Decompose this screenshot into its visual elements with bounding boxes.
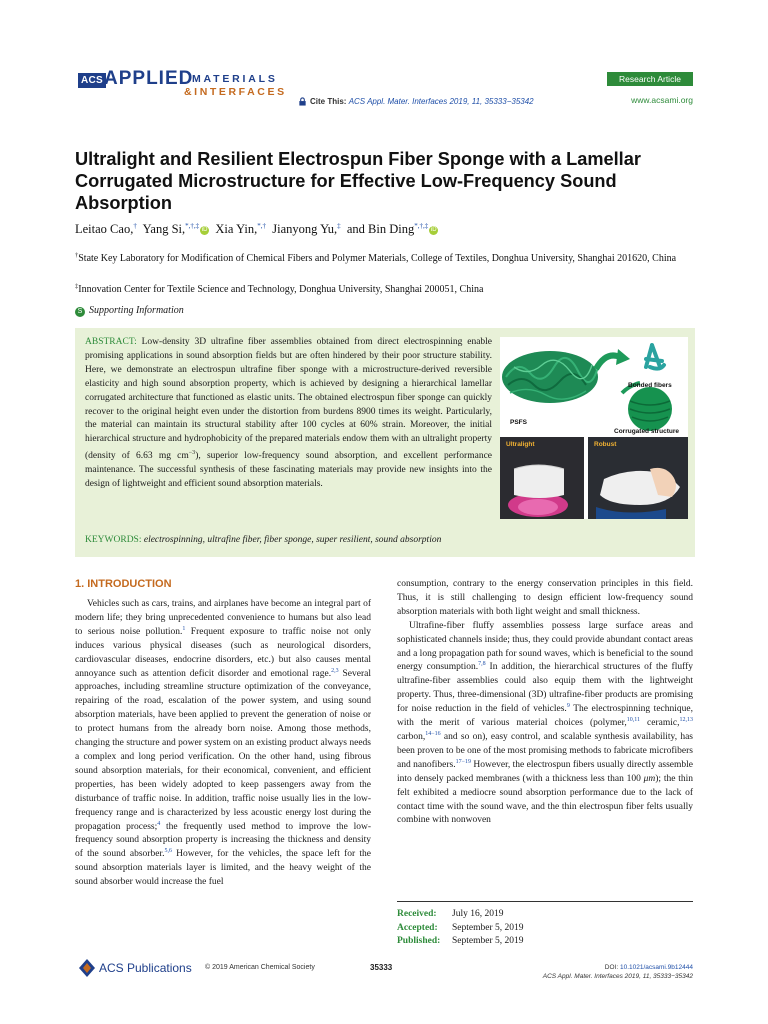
section-heading: 1. INTRODUCTION [75, 578, 172, 590]
toc-label-bonded: Bonded fibers [628, 382, 672, 389]
author[interactable]: Leitao Cao,† [75, 222, 137, 236]
toc-label-ultralight: Ultralight [506, 441, 535, 448]
author[interactable]: Jianyong Yu,‡ [272, 222, 341, 236]
cite-label: Cite This: [310, 97, 347, 106]
keywords-line: KEYWORDS: electrospinning, ultrafine fiber, fiber sponge, super resilient, sound absorption [85, 535, 442, 545]
author[interactable]: Yang Si,*,†,‡ iD [142, 222, 208, 236]
lock-icon [298, 97, 307, 106]
toc-graphic[interactable] [500, 337, 688, 519]
citation-link[interactable]: 4 [157, 820, 161, 827]
copyright-notice: © 2019 American Chemical Society [205, 964, 315, 971]
citation-link[interactable]: 10,11 [626, 717, 641, 724]
page-header [0, 0, 768, 118]
journal-url-link[interactable]: www.acsami.org [631, 95, 693, 105]
keywords-label: KEYWORDS: [85, 535, 142, 545]
citation-link[interactable]: 2,3 [331, 667, 339, 674]
supporting-info-icon: S [75, 307, 85, 317]
affiliation: †State Key Laboratory for Modification of Chemical Fibers and Polymer Materials, College of Textiles, Donghua University, Shanghai 201620, China [75, 252, 677, 264]
article-title: Ultralight and Resilient Electrospun Fiber Sponge with a Lamellar Corrugated Microstructure for Effective Low-Frequency Sound Absorption [75, 149, 641, 213]
citation-link[interactable]: 7,8 [478, 661, 486, 668]
date-row: Published: September 5, 2019 [397, 936, 524, 946]
cite-this-line[interactable] [298, 97, 534, 106]
page-number: 35333 [370, 963, 393, 972]
right-column-text: consumption, contrary to the energy conservation principles in this field. Thus, it is still challenging to design efficient low-frequency sound absorption materials with both light weight and small thickness. Ultrafine-fiber fluffy assemblies possess large surface areas and sophisticated channels inside; thus, they could provide abundant contact areas and a long propagation path for sound waves, which is beneficial to the sound energy consumption.$^{7,8}$ In addition, the hierarchical structures of the fluffy ultrafine-fiber assemblies could also equip them with the lightweight property. Thus, three-dimensional (3D) ultrafine-fiber products are promising for noise reduction in the field of vehicles.$^9$ The electrospinning technique, with the merit of various material choices (polymer,$^{10,11}$ ceramic,$^{12,13}$ carbon,$^{14-16}$ and so on), easy control, and scalable synthesis availability, has been proven to be one of the most promising methods to fabricate microfibers and nanofibers.$^{17-19}$ However, the electrospun fibers usually directly assemble into densely packed membranes (with a thickness less than 100 μm); the thin felt exhibited a mediocre sound absorption performance due to the lack of contact time with the sound wave, and the thin electrospun fiber felts usually combine with nonwoven [397, 579, 694, 826]
abstract-box [75, 328, 695, 557]
doi-block: DOI: 10.1021/acsami.9b12444 ACS Appl. Mater. Interfaces 2019, 11, 35333−35342 [542, 964, 693, 980]
abstract-label: ABSTRACT: [85, 337, 137, 347]
citation-link[interactable]: 12,13 [679, 717, 693, 724]
journal-logo[interactable] [78, 70, 298, 104]
date-row: Accepted: September 5, 2019 [397, 922, 524, 933]
cite-reference: ACS Appl. Mater. Interfaces 2019, 11, 35333−35342 [348, 97, 534, 106]
left-column-text: Vehicles such as cars, trains, and airplanes have become an integral part of modern life; they bring unprecedented convenience to humans but also lead to serious noise pollution.$^1$ Frequent exposure to traffic noise not only induces various physical diseases (such as neurological disorders, cardiovascular diseases, endocrine disorders, etc.) but also causes mental annoyance such as attention deficit disorder and emotional rage.$^{2,3}$ Several approaches, including streamline structure optimization of the conveyance, repairing of the road, escalation of the power system, and using sound absorption materials, have been applied to prevent the generation of noise or to protect humans from the already born noise. Among those methods, changing the structure and power system on an existing product always needs a complex and long period verification. On the other hand, using fibrous sound absorption materials, for their economical, convenient, and efficient properties, has been widely adopted to keep passengers away from the disturbance of traffic noise. In addition, traffic noise usually lies in the low-frequency range and is characterized by less acoustic energy lost during the propagation process;$^4$ the frequently used method to improve the low-frequency sound absorption property is increasing the thickness and density of the sound absorber.$^{5,6}$ However, for the vehicles, the space left for the sound absorption materials layer is limited, and the heavy weight of the sound absorber would increase the fuel [75, 599, 372, 888]
acs-badge: ACS [78, 73, 106, 88]
acs-publications-icon [77, 958, 97, 978]
citation-link[interactable]: 14−16 [425, 730, 441, 737]
toc-label-robust: Robust [594, 441, 617, 448]
toc-label-psfs: PSFS [510, 419, 527, 426]
doi-link[interactable]: 10.1021/acsami.9b12444 [619, 964, 693, 971]
author[interactable]: Xia Yin,*,† [215, 222, 267, 236]
date-row: Received: July 16, 2019 [397, 909, 504, 919]
orcid-icon[interactable]: iD [430, 227, 437, 233]
page-footer [0, 950, 768, 990]
citation-link[interactable]: 9 [566, 703, 570, 710]
journal-word-materials: MATERIALS [192, 73, 278, 85]
orcid-icon[interactable]: iD [201, 227, 208, 233]
affiliation: ‡Innovation Center for Textile Science and Technology, Donghua University, Shanghai 200051, China [75, 283, 484, 295]
journal-word-applied: APPLIED [104, 68, 194, 89]
publication-dates [397, 901, 693, 949]
citation-link[interactable]: 17−19 [455, 758, 471, 765]
toc-label-corrugated: Corrugated structure [614, 428, 680, 435]
abstract-text: ABSTRACT: Low-density 3D ultrafine fiber assemblies obtained from direct electrospinning enable promising applications in sound absorption fields but are often hindered by their poor structure stability. Here, we demonstrate an electrospun ultrafine fiber sponge with a microstructure-derived reversible elasticity and high sound absorption property, which is achieved by designing a hierarchical lamellar corrugated architecture that functioned as elastic units. The obtained electrospun fiber sponge can quickly recover to the original height even under the distortion from burdens 8900 times its weight. Particularly, the material can maintain its structural stability after 100 cycles at 60% strain. Moreover, the initial hierarchical structure and hydrophobicity of the prepared materials endow them with an ultralight property (density of 6.63 mg $cm^{-3}$), superior low-frequency sound absorption, and excellent performance maintenance. The successful synthesis of these fascinating materials may provide new insights into the design of lightweight and efficient sound absorption materials. [85, 337, 493, 490]
acs-publications-logo[interactable]: ACS Publications [77, 958, 197, 978]
supporting-information-link[interactable]: S Supporting Information [75, 305, 184, 317]
article-type-badge: Research Article [607, 72, 693, 86]
citation-link[interactable]: 5,6 [164, 848, 172, 855]
journal-word-interfaces: &INTERFACES [184, 86, 287, 98]
psfs-fiber-mat [502, 351, 598, 403]
citation-link[interactable]: 1 [182, 625, 186, 632]
author[interactable]: and Bin Ding*,†,‡ iD [346, 222, 437, 236]
author-list [75, 222, 695, 237]
